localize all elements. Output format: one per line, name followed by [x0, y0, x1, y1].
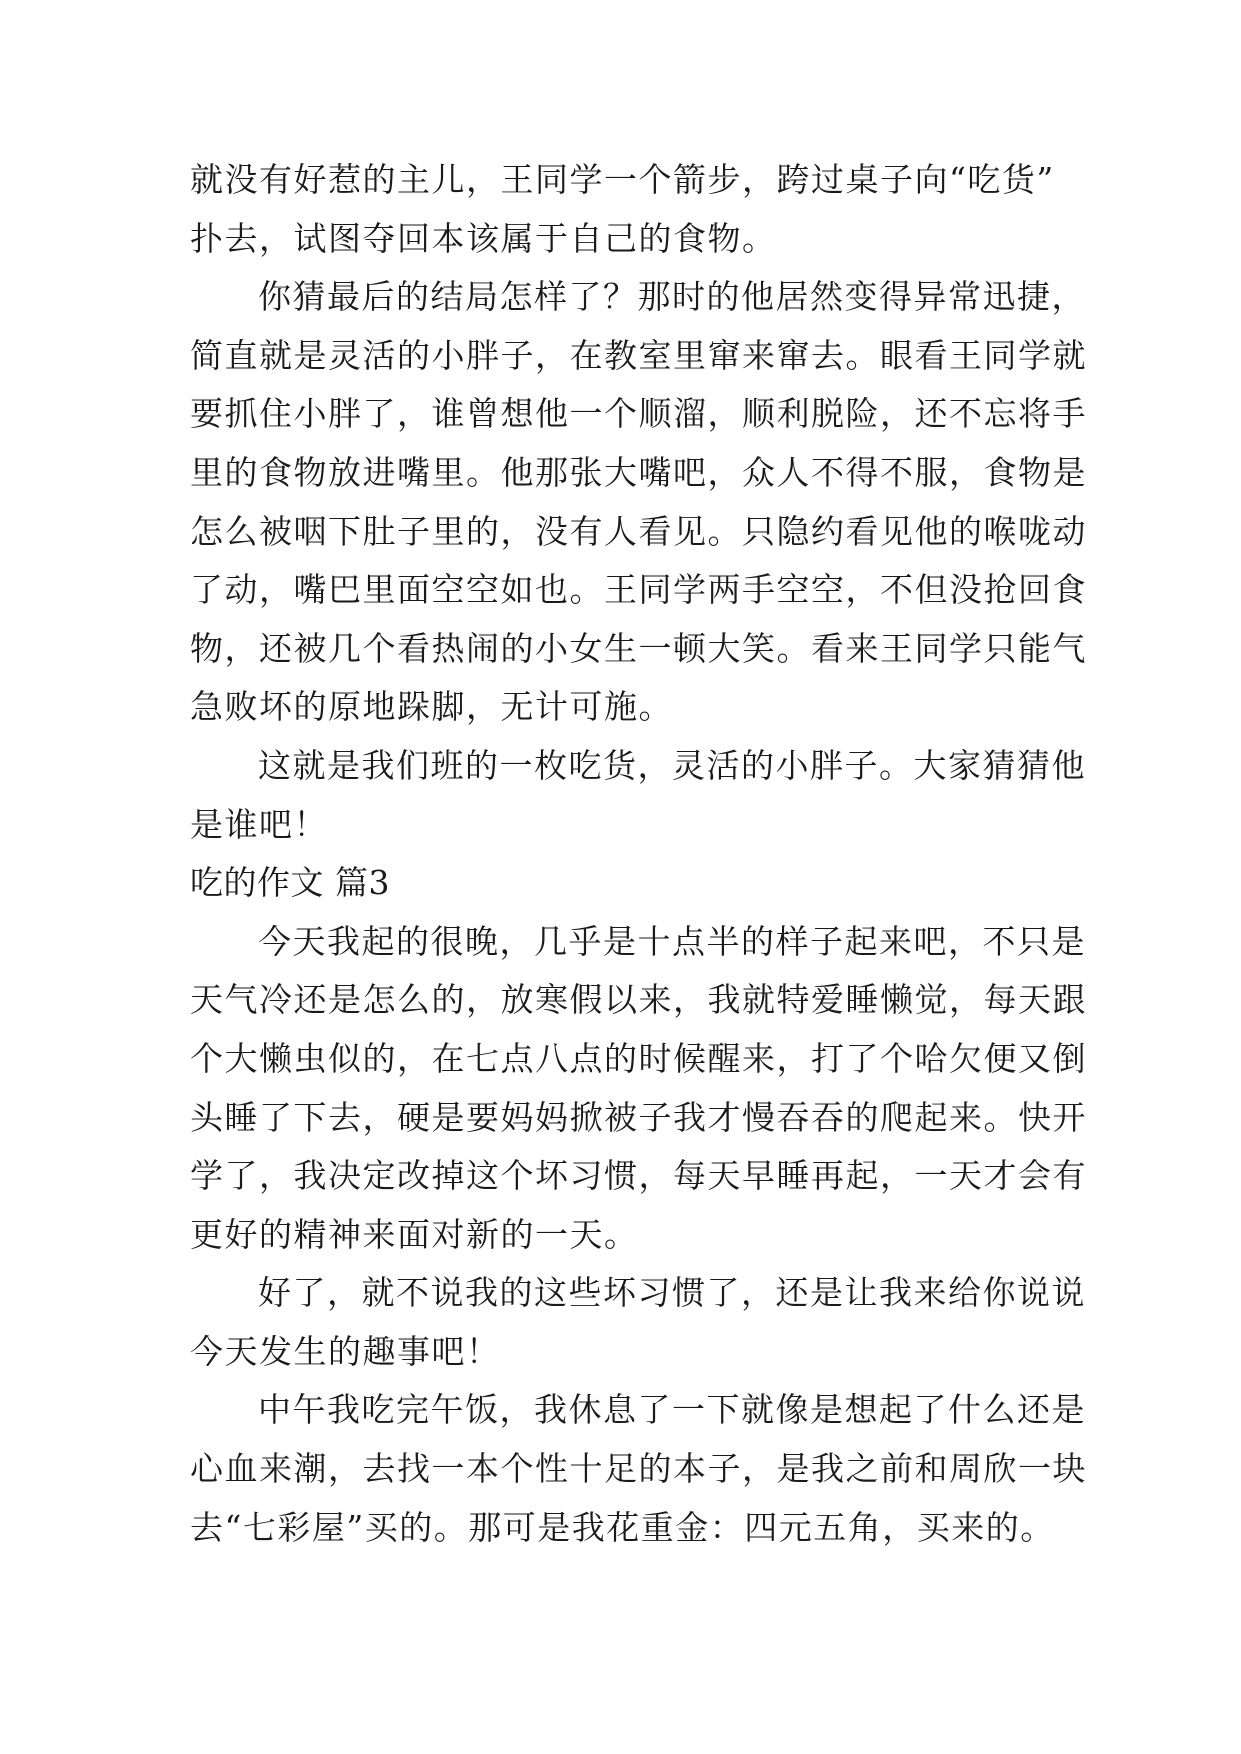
text-line: 扑去，试图夺回本该属于自己的食物。	[190, 218, 777, 258]
text-line: 学了，我决定改掉这个坏习惯，每天早睡再起，一天才会有	[190, 1156, 1087, 1196]
text-line: 怎么被咽下肚子里的，没有人看见。只隐约看见他的喉咙动	[190, 511, 1087, 551]
text-line: 天气冷还是怎么的，放寒假以来，我就特爱睡懒觉，每天跟	[190, 980, 1087, 1020]
text-line: 好了，就不说我的这些坏习惯了，还是让我来给你说说	[258, 1273, 1086, 1313]
text-line: 就没有好惹的主儿，王同学一个箭步，跨过桌子向“吃货”	[190, 160, 1055, 199]
text-line: 更好的精神来面对新的一天。	[190, 1214, 639, 1254]
text-line: 要抓住小胖了，谁曾想他一个顺溜，顺利脱险，还不忘将手	[190, 394, 1087, 434]
text-line: 急败坏的原地跺脚，无计可施。	[190, 687, 673, 727]
section-heading: 吃的作文 篇3	[190, 863, 390, 903]
text-line: 今天发生的趣事吧！	[190, 1331, 501, 1371]
text-line: 里的食物放进嘴里。他那张大嘴吧，众人不得不服，食物是	[190, 452, 1087, 492]
text-line: 是谁吧！	[190, 804, 328, 844]
text-line: 简直就是灵活的小胖子，在教室里窜来窜去。眼看王同学就	[190, 335, 1087, 375]
text-line: 物，还被几个看热闹的小女生一顿大笑。看来王同学只能气	[190, 628, 1087, 668]
text-line: 这就是我们班的一枚吃货，灵活的小胖子。大家猜猜他	[258, 745, 1086, 785]
text-line: 了动，嘴巴里面空空如也。王同学两手空空，不但没抢回食	[190, 570, 1087, 610]
text-line: 中午我吃完午饭，我休息了一下就像是想起了什么还是	[258, 1390, 1086, 1430]
text-line: 去“七彩屋”买的。那可是我花重金：四元五角，买来的。	[190, 1507, 1055, 1547]
text-line: 今天我起的很晚，几乎是十点半的样子起来吧，不只是	[258, 921, 1086, 961]
essay-body	[190, 151, 1087, 1557]
text-line: 个大懒虫似的，在七点八点的时候醒来，打了个哈欠便又倒	[190, 1038, 1087, 1078]
text-line: 头睡了下去，硬是要妈妈掀被子我才慢吞吞的爬起来。快开	[190, 1097, 1087, 1137]
text-line: 你猜最后的结局怎样了？那时的他居然变得异常迅捷，	[258, 277, 1086, 317]
text-line: 心血来潮，去找一本个性十足的本子，是我之前和周欣一块	[190, 1449, 1087, 1489]
